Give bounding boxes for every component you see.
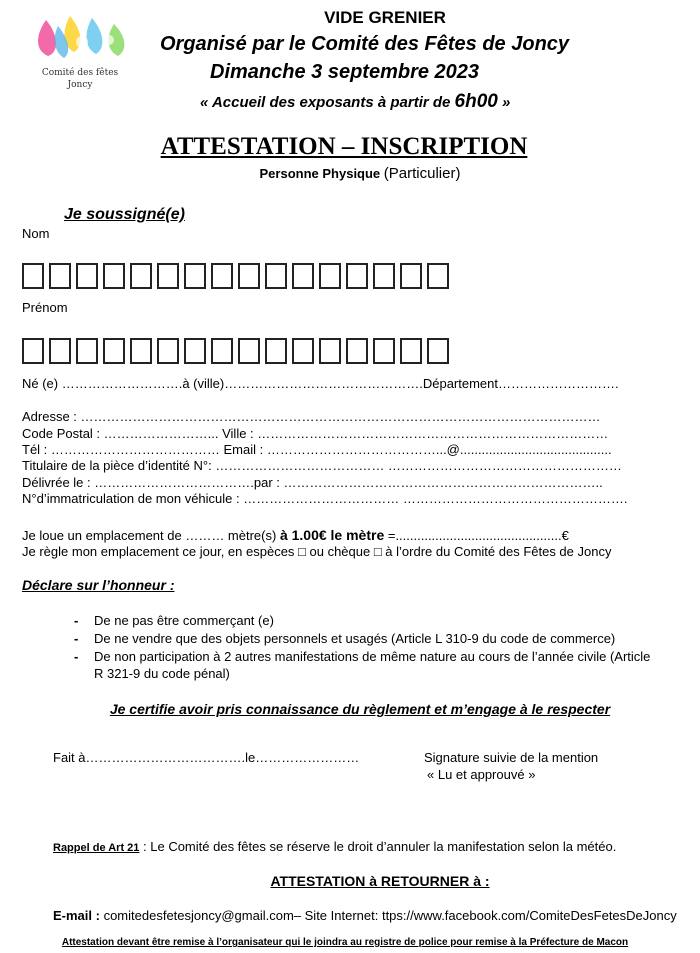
declare-heading: Déclare sur l’honneur : [22,577,175,593]
signature-mention: « Lu et approuvé » [427,767,536,782]
fait-a-field[interactable]: Fait à……………………………….le…………………… [53,750,360,765]
event-accueil: « Accueil des exposants à partir de 6h00 » [200,91,511,112]
list-item: - De non participation à 2 autres manifestations de même nature au cours de l’année civile (Article R 321-9 du code pénal) [72,648,662,682]
declaration-list [72,612,662,683]
event-title: VIDE GRENIER [324,8,446,27]
letter-box[interactable] [292,263,314,289]
letter-box[interactable] [427,263,449,289]
letter-box[interactable] [238,338,260,364]
letter-box[interactable] [346,338,368,364]
letter-box[interactable] [49,263,71,289]
letter-box[interactable] [319,263,341,289]
nom-boxes[interactable] [22,263,449,289]
form-title: ATTESTATION – INSCRIPTION [160,133,528,160]
letter-box[interactable] [373,338,395,364]
letter-box[interactable] [211,338,233,364]
phone-email-field[interactable]: Tél : ………………………………… Email : …………………………………...@.......................................... [22,442,612,457]
footer-note: Attestation devant être remise à l’organisateur qui le joindra au registre de police pour remise à la Préfecture de Macon [61,937,629,948]
address-field[interactable]: Adresse : ………………………………………………………………………………………………………… [22,409,601,424]
signature-label: Signature suivie de la mention [424,750,599,765]
letter-box[interactable] [157,263,179,289]
form-subtitle: Personne Physique (Particulier) [259,165,461,182]
letter-box[interactable] [130,338,152,364]
logo-text-1: Comité des fêtes [41,68,119,78]
delivered-field[interactable]: Délivrée le : ……………………………….par : ……………………………………………………………….. [22,475,603,490]
letter-box[interactable] [319,338,341,364]
prenom-boxes[interactable] [22,338,449,364]
list-item: - De ne pas être commerçant (e) [72,612,662,629]
letter-box[interactable] [346,263,368,289]
contact-line: E-mail : comitedesfetesjoncy@gmail.com– Site Internet: ttps://www.facebook.com/ComiteDesFetesDeJoncy [53,908,677,923]
event-date: Dimanche 3 septembre 2023 [210,61,480,83]
letter-box[interactable] [103,338,125,364]
letter-box[interactable] [265,263,287,289]
vehicle-field[interactable]: N°d’immatriculation de mon véhicule : ……………………………… ……………………………………………. [22,491,628,506]
letter-box[interactable] [76,338,98,364]
letter-box[interactable] [427,338,449,364]
rappel-note: Rappel de Art 21 : Le Comité des fêtes se réserve le droit d’annuler la manifestation selon la météo. [53,839,617,854]
event-organizer: Organisé par le Comité des Fêtes de Joncy [160,33,570,55]
letter-box[interactable] [373,263,395,289]
letter-box[interactable] [265,338,287,364]
letter-box[interactable] [292,338,314,364]
postal-code-field[interactable]: Code Postal : ……………………... Ville : ……………………………………………………………………… [22,426,609,441]
payment-line[interactable]: Je règle mon emplacement ce jour, en espèces □ ou chèque □ à l’ordre du Comité des Fêtes de Joncy [22,544,612,559]
letter-box[interactable] [184,263,206,289]
letter-box[interactable] [22,263,44,289]
letter-box[interactable] [211,263,233,289]
letter-box[interactable] [103,263,125,289]
letter-box[interactable] [400,263,422,289]
id-number-field[interactable]: Titulaire de la pièce d’identité N°: ………………………………… ……………………………………………… [22,458,622,473]
logo-text-2: Joncy [67,80,93,90]
retour-heading: ATTESTATION à RETOURNER à : [270,873,490,889]
letter-box[interactable] [130,263,152,289]
soussigne-heading: Je soussigné(e) [64,206,185,223]
list-item: - De ne vendre que des objets personnels et usagés (Article L 310-9 du code de commerce) [72,630,662,647]
certify-statement: Je certifie avoir pris connaissance du règlement et m’engage à le respecter [109,701,611,717]
letter-box[interactable] [157,338,179,364]
birth-field[interactable]: Né (e) ……………………….à (ville)……………………………………….Département………………………. [22,376,619,391]
letter-box[interactable] [49,338,71,364]
letter-box[interactable] [184,338,206,364]
nom-label: Nom [22,226,50,241]
emplacement-line[interactable]: Je loue un emplacement de ……… mètre(s) à 1.00€ le mètre =..............................................€ [22,527,569,543]
letter-box[interactable] [76,263,98,289]
letter-box[interactable] [22,338,44,364]
letter-box[interactable] [238,263,260,289]
prenom-label: Prénom [22,300,68,315]
accueil-time: 6h00 [454,91,498,112]
letter-box[interactable] [400,338,422,364]
